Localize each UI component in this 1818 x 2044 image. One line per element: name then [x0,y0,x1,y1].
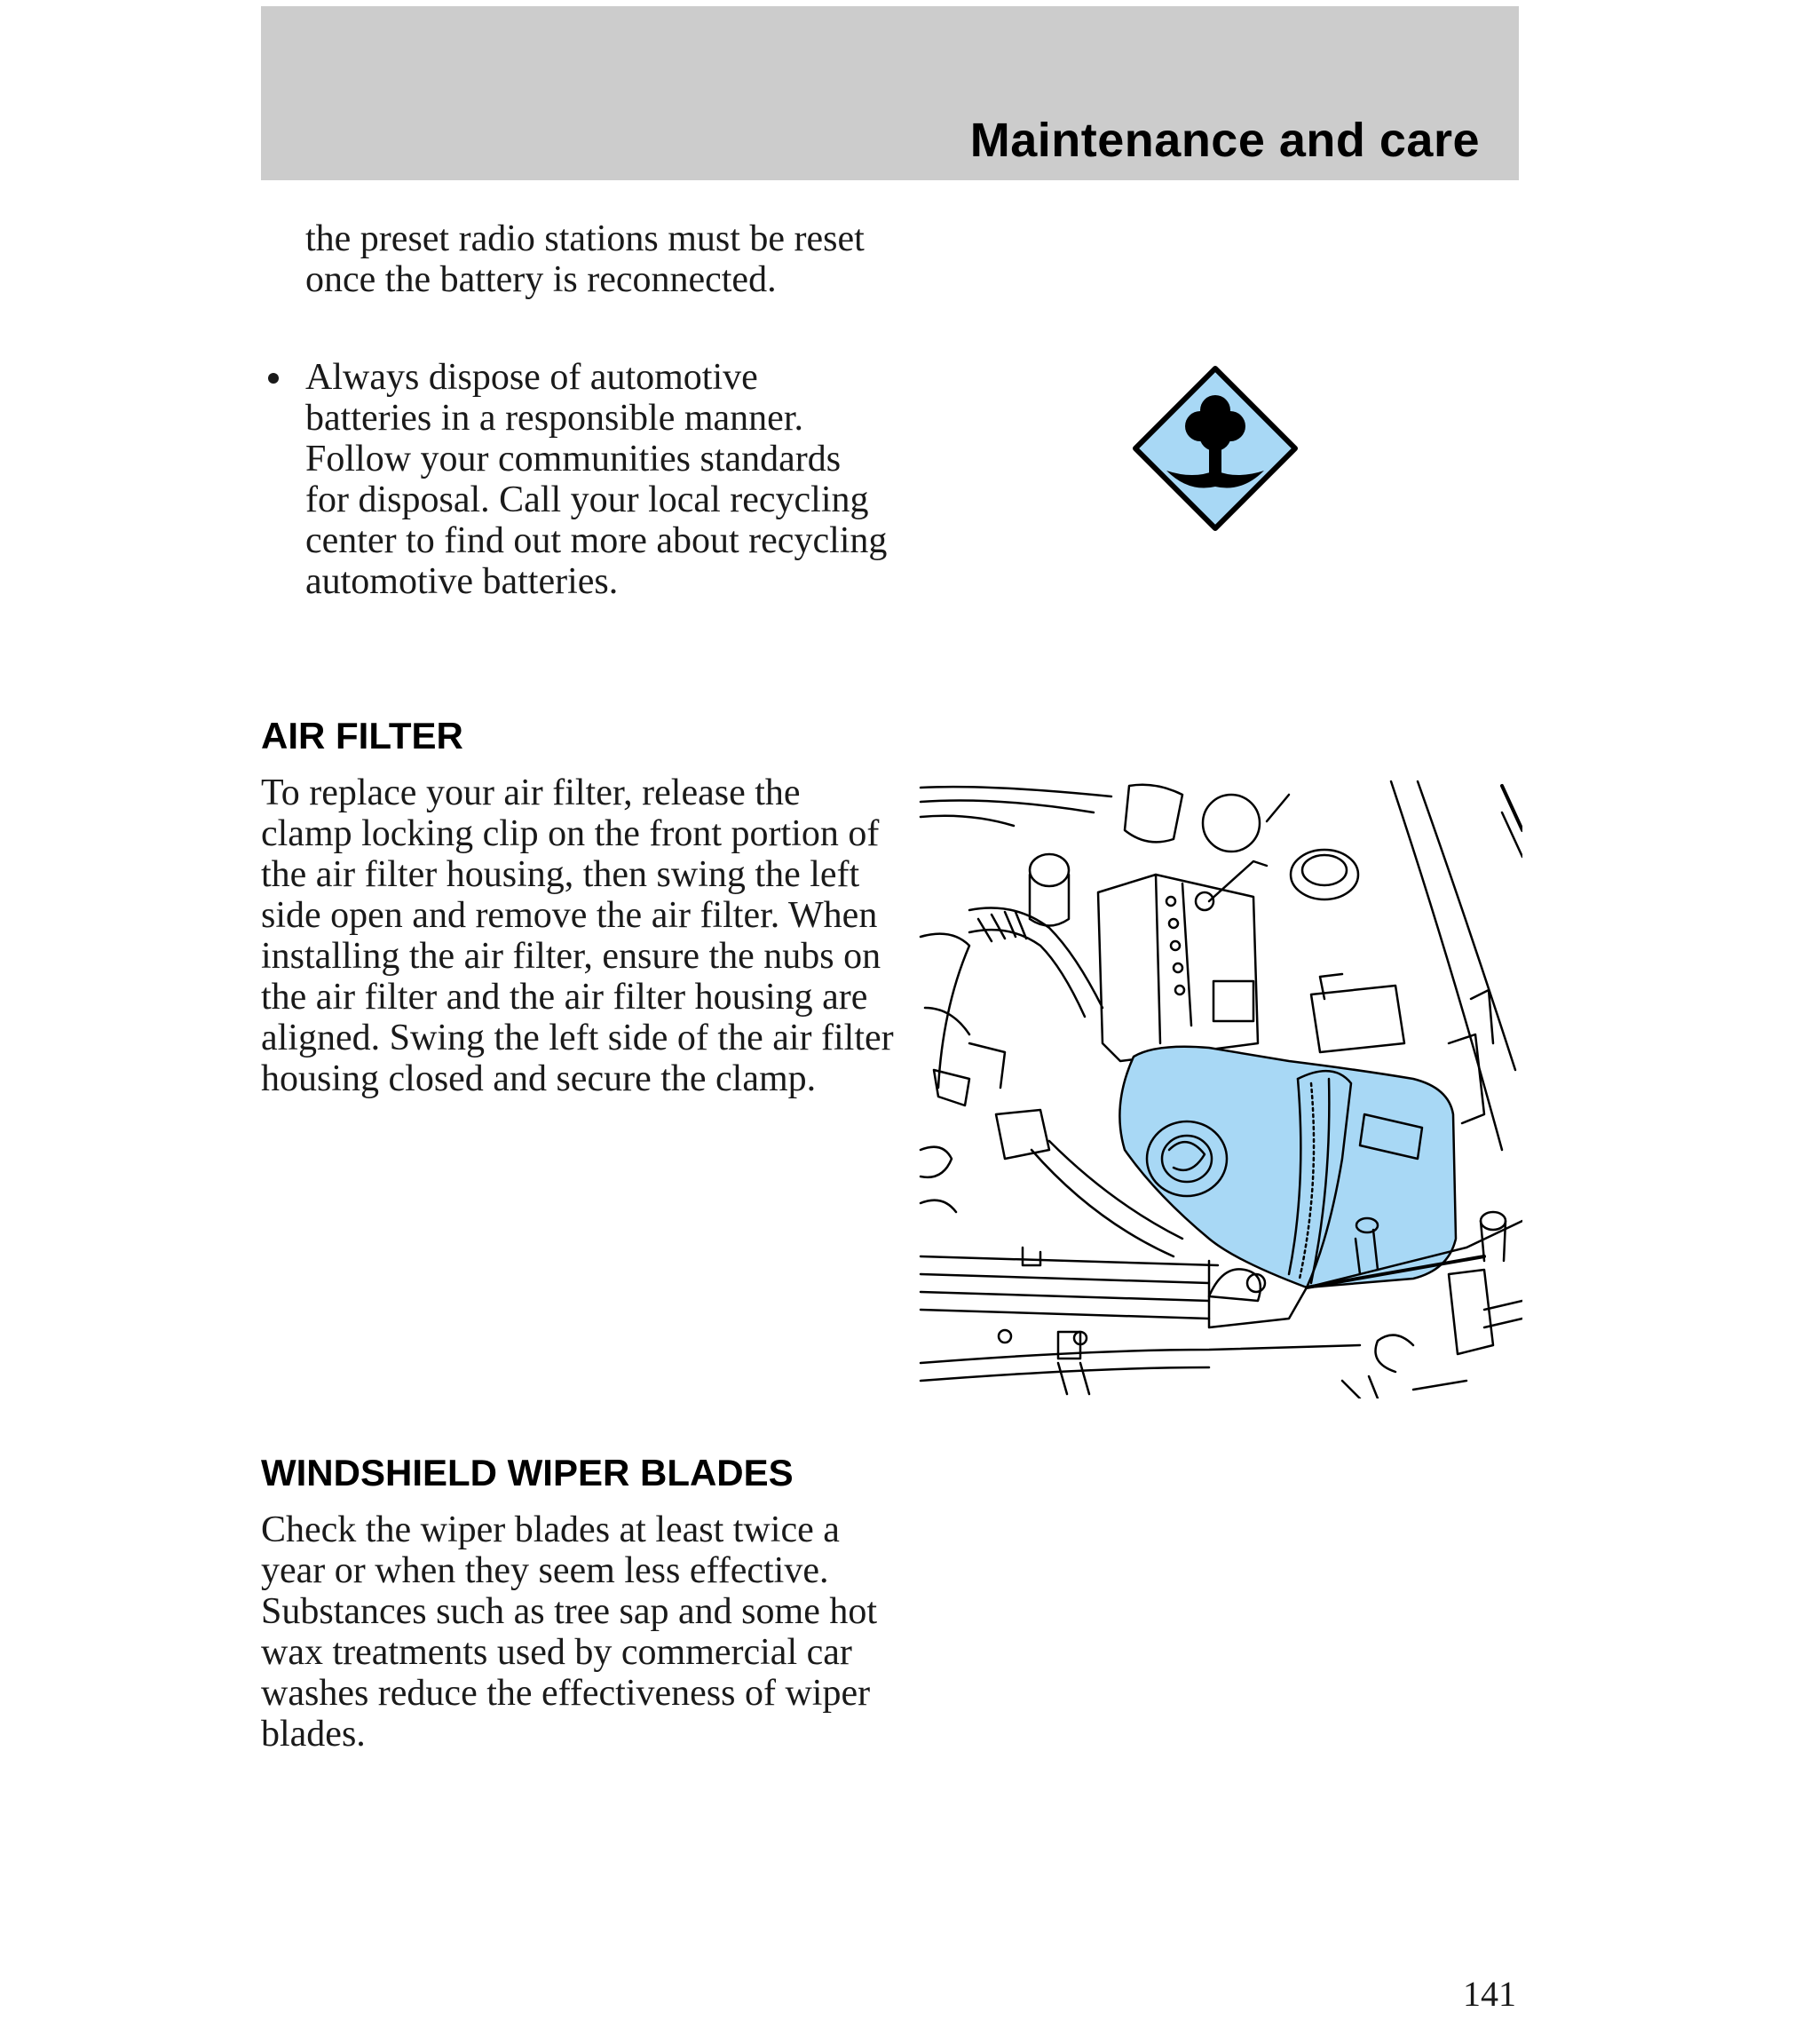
page-section-title: Maintenance and care [969,114,1480,167]
air-filter-heading: AIR FILTER [261,715,463,757]
page-number: 141 [1463,1974,1516,2014]
header-band [261,6,1519,180]
wiper-blades-paragraph: Check the wiper blades at least twice a year or when they seem less effective. Substances such as tree sap and some hot wax treatments used by commercial car washes reduce the effectiveness of wiper blades. [261,1509,878,1755]
bullet-text: Always dispose of automotive batteries in a responsible manner. Follow your communities standards for disposal. Call your local recycling center to find out more about recycling automotive batteries. [305,357,888,602]
environment-tree-icon [1131,364,1300,533]
air-filter-housing-illustration [916,777,1522,1398]
bullet-icon [268,373,279,384]
wiper-blades-heading: WINDSHIELD WIPER BLADES [261,1452,794,1493]
air-filter-paragraph: To replace your air filter, release the clamp locking clip on the front portion of the air filter housing, then swing the left side open and remove the air filter. When installing the air filter, ensure the nubs on the air filter and the air filter housing are aligned. Swing the left side of the air filter housing closed and secure the clamp. [261,772,894,1099]
battery-continued-paragraph: the preset radio stations must be reset once the battery is reconnected. [305,218,865,300]
